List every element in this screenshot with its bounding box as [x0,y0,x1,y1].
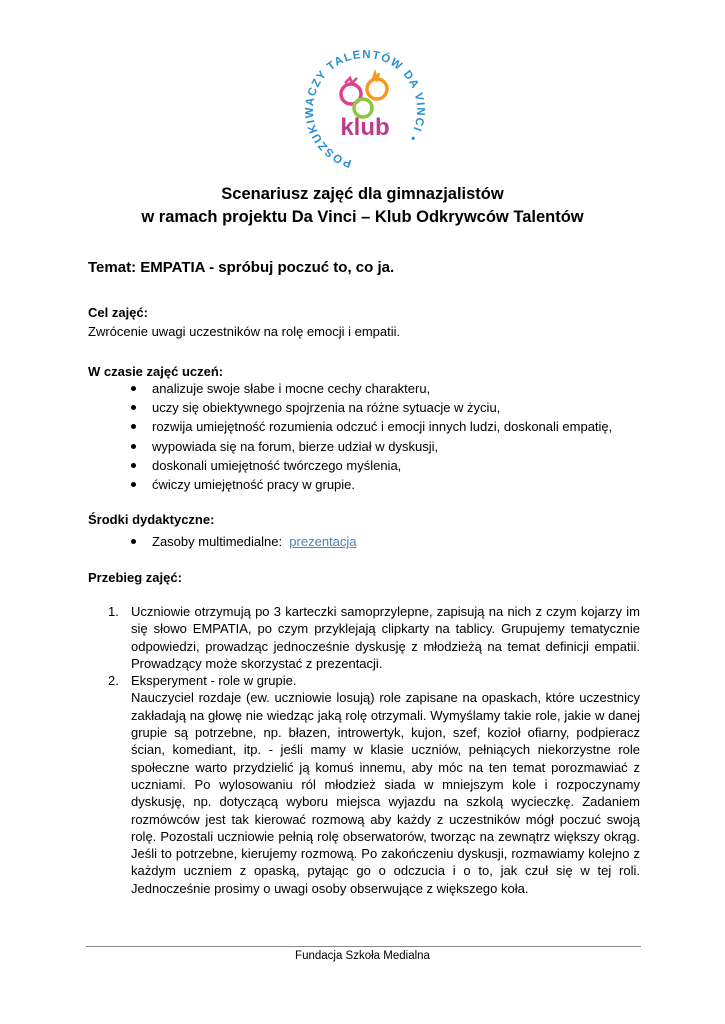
step-item [108,672,640,897]
step-number: 1. [108,604,119,619]
logo-center-text: klub [340,114,390,141]
step-text: Uczniowie otrzymują po 3 karteczki samoprzylepne, zapisują na nich z czym kojarzy im się słowo EMPATIA, po czym przyklejają clipkarty na tablicy. Grupujemy tematycznie odpowiedzi, prowadząc jednocześnie dyskusję z młodzieżą na temat definicji empatii. Prowadzący może skorzystać z prezentacji. [131,604,640,671]
resources-list [128,532,357,551]
klub-logo [295,42,435,172]
page-title-line1: Scenariusz zajęć dla gimnazjalistów [221,185,504,203]
list-item: wypowiada się na forum, bierze udział w dyskusji, [128,437,612,456]
list-item: uczy się obiektywnego spojrzenia na różne sytuacje w życiu, [128,398,612,417]
step-title: Eksperyment - role w grupie. [131,673,297,689]
goal-heading: Cel zajęć: [88,305,148,320]
logo-faces-icon [341,73,387,117]
resources-label: Zasoby multimedialne: [152,534,283,549]
list-item: doskonali umiejętność twórczego myślenia, [128,456,612,475]
list-item: rozwija umiejętność rozumienia odczuć i emocji innych ludzi, doskonali empatię, [128,417,612,436]
list-item: analizuje swoje słabe i mocne cechy charakteru, [128,379,612,398]
course-steps [108,603,640,897]
footer-text: Fundacja Szkoła Medialna [295,950,430,962]
step-text: Nauczyciel rozdaje (ew. uczniowie losują) role zapisane na opaskach, które uczestnicy zakładają na głowę nie wiedząc jaką rolę otrzymali. Wymyślamy takie role, jakie w danej grupie są potrzebne, np. błazen, introwertyk, kujon, szef, kozioł ofiarny, podpieracz ścian, komediant, itp. - jeśli mamy w klasie uczniów, pełniących niekorzystne role społeczne warto przydzielić ją komuś innemu, aby móc na ten temat porozmawiać z uczniami. Po wylosowaniu ról młodzież siada w mniejszym kole i rozpoczynamy dyskusję, np. dotyczącą wyboru miejsca wyjazdu na szkolą wycieczkę. Zadaniem rozmówców jest tak kierować rozmową aby każdy z uczestników mógł poczuć swoją rolę. Pozostali uczniowie pełnią rolę obserwatorów, tworząc na zewnątrz większy okrąg. Jeśli to potrzebne, kierujemy rozmową. Po zakończeniu dyskusji, rozmawiamy kolejno z każdym uczniem z opaską, pytając go o odczucia i o to, jak czuł się w tej roli. Jednocześnie prosimy o uwagi osoby obserwujące z większego koła. [131,690,640,896]
course-heading: Przebieg zajęć: [88,570,182,585]
list-item: ćwiczy umiejętność pracy w grupie. [128,475,612,494]
list-item [128,532,357,551]
resources-heading: Środki dydaktyczne: [88,512,215,527]
topic-heading: Temat: EMPATIA - spróbuj poczuć to, co ja. [88,259,395,276]
presentation-link[interactable]: prezentacja [289,534,357,549]
svg-text:POSZUKIWACZY TALENTÓW DA VINCI [304,49,426,169]
during-heading: W czasie zajęć uczeń: [88,364,224,379]
page-title-line2: w ramach projektu Da Vinci – Klub Odkrywców Talentów [141,208,584,226]
logo-ring-text: POSZUKIWACZY TALENTÓW DA VINCI • [303,48,427,170]
footer-divider [86,946,641,947]
step-item [108,603,640,672]
step-number: 2. [108,673,119,689]
during-list [128,379,612,494]
goal-text: Zwrócenie uwagi uczestników na rolę emocji i empatii. [88,324,401,339]
